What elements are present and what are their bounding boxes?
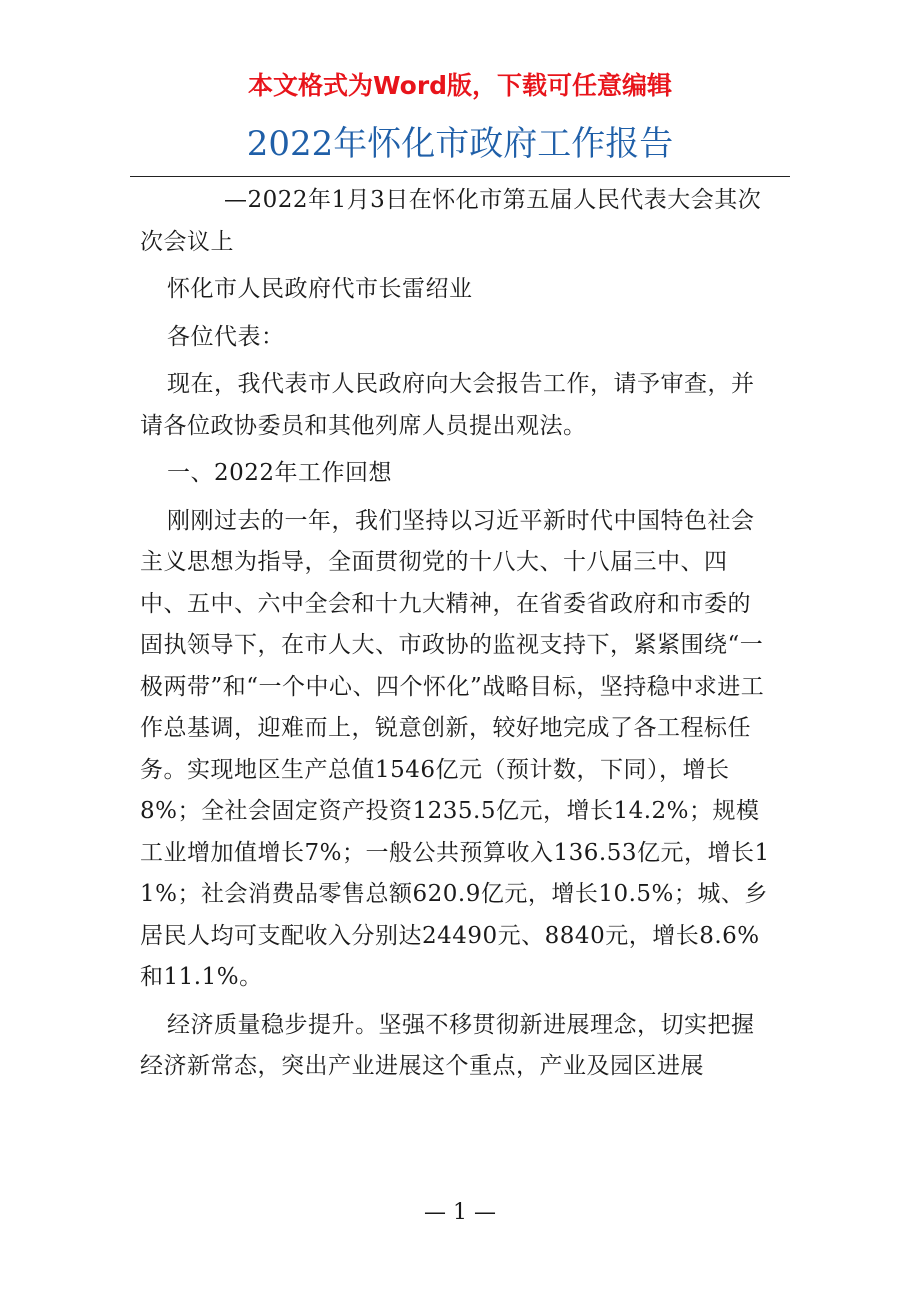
title-divider — [130, 176, 790, 177]
economy-paragraph: 经济质量稳步提升。坚强不移贯彻新进展理念，切实把握经济新常态，突出产业进展这个重点，产业及园区进展 — [140, 1011, 755, 1079]
author-line: 怀化市人民政府代市长雷绍业 — [167, 276, 473, 302]
download-banner: 本文格式为Word版，下载可任意编辑 — [247, 71, 673, 100]
review-paragraph: 刚刚过去的一年，我们坚持以习近平新时代中国特色社会主义思想为指导，全面贯彻党的十八大、十八届三中、四中、五中、六中全会和十九大精神，在省委省政府和市委的固执领导下，在市人大、市政协的监视支持下，紧紧围绕“一极两带”和“一个中心、四个怀化”战略目标，坚持稳中求进工作总基调，迎难而上，锐意创新，较好地完成了各工程标任务。实现地区生产总值1546亿元（预计数，下同），增长8%；全社会固定资产投资1235.5亿元，增长14.2%；规模工业增加值增长7%；一般公共预算收入136.53亿元，增长11%；社会消费品零售总额620.9亿元，增长10.5%；城、乡居民人均可支配收入分别达24490元、8840元，增长8.6%和11.1%。 — [140, 507, 770, 990]
salutation: 各位代表： — [167, 323, 285, 350]
section-heading: 一、2022年工作回想 — [167, 460, 393, 486]
meeting-subtitle: —2022年1月3日在怀化市第五届人民代表大会其次次会议上 — [140, 187, 762, 255]
document-title: 2022年怀化市政府工作报告 — [246, 124, 674, 164]
document-body — [140, 180, 770, 1088]
page-number: — 1 — — [424, 1200, 496, 1225]
intro-paragraph: 现在，我代表市人民政府向大会报告工作，请予审查，并请各位政协委员和其他列席人员提出观法。 — [140, 371, 755, 439]
